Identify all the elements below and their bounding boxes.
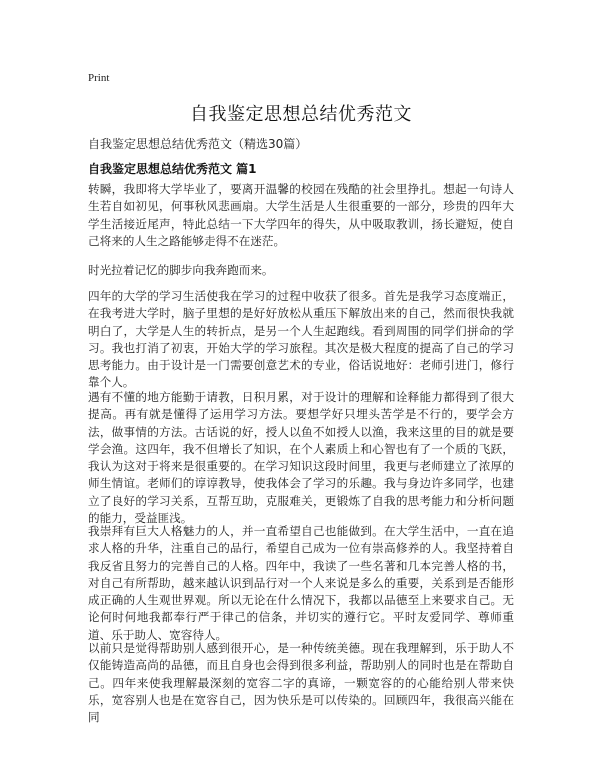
paragraph-5: 我崇拜有巨大人格魅力的人，并一直希望自己也能做到。在大学生活中，一直在追求人格的升华，注重自己的品行，希望自己成为一位有崇高修养的人。我坚持着自我反省且努力的完善自己的人格。四年中，我读了一些名著和几本完善人格的书，对自己有所帮助，越来越认识到品行对一个人来说是多么的重要，关系到是否能形成正确的人生观世界观。所以无论在什么情况下，我都以品德至上来要求自己。无论何时何地我都奉行严于律己的信条，并切实的遵行它。平时友爱同学、尊师重道、乐于助人、宽容待人。 (88, 524, 514, 642)
document-subtitle: 自我鉴定思想总结优秀范文（精选30篇） (88, 137, 308, 151)
paragraph-4: 遇有不懂的地方能勤于请教，日积月累，对于设计的理解和诠释能力都得到了很大提高。再有就是懂得了运用学习方法。要想学好只埋头苦学是不行的，要学会方法，做事情的方法。古话说的好，授人以鱼不如授人以渔，我来这里的目的就是要学会渔。这四年，我不但增长了知识，在个人素质上和心智也有了一个质的飞跃，我认为这对于将来是很重要的。在学习知识这段时间里，我更与老师建立了浓厚的师生情谊。老师们的谆谆教导，使我体会了学习的乐趣。我与身边许多同学，也建立了良好的学习关系，互帮互助，克服难关，更锻炼了自我的思考能力和分析问题的能力，受益匪浅。 (88, 390, 514, 526)
paragraph-2: 时光拉着记忆的脚步向我奔跑而来。 (88, 263, 274, 277)
paragraph-1: 转瞬，我即将大学毕业了，要离开温馨的校园在残酷的社会里挣扎。想起一句诗人生若自如初见，何事秋风悲画扇。大学生活是人生很重要的一部分，珍贵的四年大学生活接近尾声，特此总结一下大学四年的得失，从中吸取教训，扬长避短，使自己将来的人生之路能够走得不在迷茫。 (88, 182, 514, 248)
paragraph-6: 以前只是觉得帮助别人感到很开心，是一种传统美德。现在我理解到，乐于助人不仅能铸造高尚的品德，而且自身也会得到很多利益，帮助别人的同时也是在帮助自己。四年来使我理解最深刻的宽容二字的真谛，一颗宽容的的心能给别人带来快乐，宽容别人也是在宽容自己，因为快乐是可以传染的。回顾四年，我很高兴能在同 (88, 641, 514, 725)
paragraph-3: 四年的大学的学习生活使我在学习的过程中收获了很多。首先是我学习态度端正，在我考进大学时，脑子里想的是好好放松从重压下解放出来的自己，然而很快我就明白了，大学是人生的转折点，是另一个人生起跑线。看到周围的同学们拼命的学习。我也打消了初衷，开始大学的学习旅程。其次是极大程度的提高了自己的学习思考能力。由于设计是一门需要创意艺术的专业，俗话说地好：老师引进门，修行靠个人。 (88, 289, 514, 390)
print-label[interactable]: Print (88, 72, 110, 84)
section-heading: 自我鉴定思想总结优秀范文 篇1 (88, 162, 257, 176)
document-title: 自我鉴定思想总结优秀范文 (190, 104, 412, 125)
